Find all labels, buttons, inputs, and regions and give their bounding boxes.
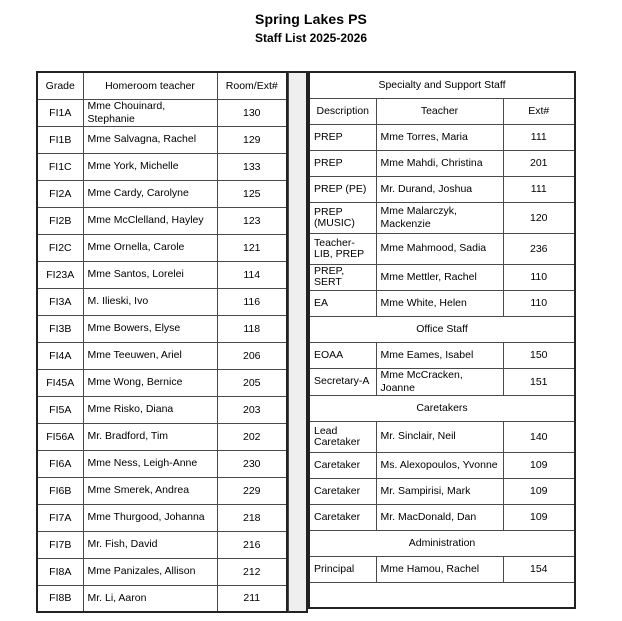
- column-header-homeroom-teacher: Homeroom teacher: [83, 72, 217, 99]
- description-cell: Principal: [309, 556, 376, 582]
- teacher-cell: Mme Ness, Leigh-Anne: [83, 450, 217, 477]
- teacher-cell: Mme Santos, Lorelei: [83, 261, 217, 288]
- table-row: [37, 369, 287, 396]
- room-cell: 133: [217, 153, 287, 180]
- teacher-cell: Mme Mettler, Rachel: [376, 264, 503, 290]
- column-header-description: Description: [309, 98, 376, 124]
- table-row: [309, 368, 575, 395]
- teacher-cell: Mme Smerek, Andrea: [83, 477, 217, 504]
- section-title-administration: Administration: [309, 530, 575, 556]
- room-cell: 212: [217, 558, 287, 585]
- room-cell: 229: [217, 477, 287, 504]
- teacher-cell: Mme McClelland, Hayley: [83, 207, 217, 234]
- table-row: [37, 531, 287, 558]
- grade-cell: FI8B: [37, 585, 83, 612]
- teacher-cell: Mme Salvagna, Rachel: [83, 126, 217, 153]
- ext-cell: 111: [503, 176, 575, 202]
- grade-cell: FI45A: [37, 369, 83, 396]
- table-row: [37, 288, 287, 315]
- teacher-cell: Mme Ornella, Carole: [83, 234, 217, 261]
- grade-cell: FI1C: [37, 153, 83, 180]
- teacher-cell: Mme Mahmood, Sadia: [376, 233, 503, 264]
- room-cell: 216: [217, 531, 287, 558]
- teacher-cell: Mme Eames, Isabel: [376, 342, 503, 368]
- table-row: [309, 342, 575, 368]
- homeroom-table: [36, 71, 288, 613]
- table-row: [37, 261, 287, 288]
- support-staff-table: [308, 71, 576, 609]
- ext-cell: 111: [503, 124, 575, 150]
- table-row: [37, 234, 287, 261]
- page-subtitle: Staff List 2025-2026: [254, 31, 368, 45]
- description-cell: Lead Caretaker: [309, 421, 376, 452]
- teacher-cell: Mme Malarczyk, Mackenzie: [376, 202, 503, 233]
- room-cell: 218: [217, 504, 287, 531]
- teacher-cell: Mme Panizales, Allison: [83, 558, 217, 585]
- room-cell: 202: [217, 423, 287, 450]
- support-banner: Specialty and Support Staff: [309, 72, 575, 98]
- teacher-cell: Mr. Sampirisi, Mark: [376, 478, 503, 504]
- room-cell: 203: [217, 396, 287, 423]
- section-title-caretakers: Caretakers: [309, 395, 575, 421]
- table-row: [37, 207, 287, 234]
- tables-container: [36, 71, 576, 613]
- teacher-cell: Mme Thurgood, Johanna: [83, 504, 217, 531]
- grade-cell: FI5A: [37, 396, 83, 423]
- description-cell: PREP: [309, 124, 376, 150]
- room-cell: 130: [217, 99, 287, 126]
- teacher-cell: M. Ilieski, Ivo: [83, 288, 217, 315]
- support-header-row: [309, 98, 575, 124]
- teacher-cell: Mr. Durand, Joshua: [376, 176, 503, 202]
- table-row: [309, 421, 575, 452]
- grade-cell: FI6A: [37, 450, 83, 477]
- room-cell: 205: [217, 369, 287, 396]
- ext-cell: 151: [503, 368, 575, 395]
- teacher-cell: Mme Hamou, Rachel: [376, 556, 503, 582]
- grade-cell: FI3A: [37, 288, 83, 315]
- table-row: [309, 176, 575, 202]
- teacher-cell: Mme Chouinard, Stephanie: [83, 99, 217, 126]
- grade-cell: FI1B: [37, 126, 83, 153]
- trailing-blank-row: [309, 582, 575, 608]
- room-cell: 116: [217, 288, 287, 315]
- table-row: [309, 124, 575, 150]
- table-row: [37, 558, 287, 585]
- table-row: [37, 99, 287, 126]
- ext-cell: 109: [503, 504, 575, 530]
- column-header-ext: Ext#: [503, 98, 575, 124]
- teacher-cell: Mme Bowers, Elyse: [83, 315, 217, 342]
- ext-cell: 110: [503, 290, 575, 316]
- room-cell: 118: [217, 315, 287, 342]
- ext-cell: 201: [503, 150, 575, 176]
- grade-cell: FI1A: [37, 99, 83, 126]
- room-cell: 129: [217, 126, 287, 153]
- ext-cell: 140: [503, 421, 575, 452]
- column-header-grade: Grade: [37, 72, 83, 99]
- blank-section-cell: [309, 582, 575, 608]
- section-title-office-staff: Office Staff: [309, 316, 575, 342]
- table-row: [309, 290, 575, 316]
- room-cell: 125: [217, 180, 287, 207]
- description-cell: EA: [309, 290, 376, 316]
- description-cell: PREP (MUSIC): [309, 202, 376, 233]
- teacher-cell: Mr. Bradford, Tim: [83, 423, 217, 450]
- table-row: [309, 264, 575, 290]
- table-row: [37, 396, 287, 423]
- table-row: [309, 202, 575, 233]
- ext-cell: 109: [503, 478, 575, 504]
- section-header-row-caretakers: [309, 395, 575, 421]
- table-row: [309, 233, 575, 264]
- grade-cell: FI56A: [37, 423, 83, 450]
- table-row: [37, 423, 287, 450]
- table-row: [37, 342, 287, 369]
- grade-cell: FI8A: [37, 558, 83, 585]
- column-header-room-ext: Room/Ext#: [217, 72, 287, 99]
- table-row: [37, 180, 287, 207]
- grade-cell: FI3B: [37, 315, 83, 342]
- teacher-cell: Mr. MacDonald, Dan: [376, 504, 503, 530]
- table-row: [309, 478, 575, 504]
- description-cell: PREP, SERT: [309, 264, 376, 290]
- grade-cell: FI7B: [37, 531, 83, 558]
- teacher-cell: Mme Wong, Bernice: [83, 369, 217, 396]
- description-cell: PREP: [309, 150, 376, 176]
- table-row: [37, 585, 287, 612]
- room-cell: 114: [217, 261, 287, 288]
- teacher-cell: Mme Torres, Maria: [376, 124, 503, 150]
- teacher-cell: Mme York, Michelle: [83, 153, 217, 180]
- teacher-cell: Mme McCracken, Joanne: [376, 368, 503, 395]
- table-row: [309, 556, 575, 582]
- ext-cell: 120: [503, 202, 575, 233]
- description-cell: Caretaker: [309, 478, 376, 504]
- column-header-teacher: Teacher: [376, 98, 503, 124]
- room-cell: 121: [217, 234, 287, 261]
- teacher-cell: Mme White, Helen: [376, 290, 503, 316]
- grade-cell: FI6B: [37, 477, 83, 504]
- room-cell: 230: [217, 450, 287, 477]
- room-cell: 123: [217, 207, 287, 234]
- table-row: [309, 452, 575, 478]
- teacher-cell: Mr. Sinclair, Neil: [376, 421, 503, 452]
- support-banner-row: [309, 72, 575, 98]
- table-row: [309, 504, 575, 530]
- homeroom-header-row: [37, 72, 287, 99]
- teacher-cell: Mme Mahdi, Christina: [376, 150, 503, 176]
- page-title: Spring Lakes PS: [255, 11, 367, 27]
- table-separator-column: [288, 71, 308, 613]
- table-row: [37, 126, 287, 153]
- table-row: [309, 150, 575, 176]
- teacher-cell: Mme Risko, Diana: [83, 396, 217, 423]
- grade-cell: FI4A: [37, 342, 83, 369]
- grade-cell: FI23A: [37, 261, 83, 288]
- section-header-row-administration: [309, 530, 575, 556]
- description-cell: EOAA: [309, 342, 376, 368]
- description-cell: Secretary-A: [309, 368, 376, 395]
- grade-cell: FI2A: [37, 180, 83, 207]
- room-cell: 206: [217, 342, 287, 369]
- table-row: [37, 477, 287, 504]
- ext-cell: 109: [503, 452, 575, 478]
- grade-cell: FI2B: [37, 207, 83, 234]
- teacher-cell: Mr. Fish, David: [83, 531, 217, 558]
- description-cell: Caretaker: [309, 452, 376, 478]
- document-heading: [0, 0, 622, 46]
- table-row: [37, 315, 287, 342]
- teacher-cell: Mme Teeuwen, Ariel: [83, 342, 217, 369]
- grade-cell: FI7A: [37, 504, 83, 531]
- room-cell: 211: [217, 585, 287, 612]
- table-row: [37, 504, 287, 531]
- ext-cell: 236: [503, 233, 575, 264]
- section-header-row-office: [309, 316, 575, 342]
- ext-cell: 110: [503, 264, 575, 290]
- teacher-cell: Mme Cardy, Carolyne: [83, 180, 217, 207]
- ext-cell: 150: [503, 342, 575, 368]
- teacher-cell: Mr. Li, Aaron: [83, 585, 217, 612]
- table-row: [37, 450, 287, 477]
- table-row: [37, 153, 287, 180]
- grade-cell: FI2C: [37, 234, 83, 261]
- ext-cell: 154: [503, 556, 575, 582]
- description-cell: PREP (PE): [309, 176, 376, 202]
- teacher-cell: Ms. Alexopoulos, Yvonne: [376, 452, 503, 478]
- description-cell: Teacher-LIB, PREP: [309, 233, 376, 264]
- description-cell: Caretaker: [309, 504, 376, 530]
